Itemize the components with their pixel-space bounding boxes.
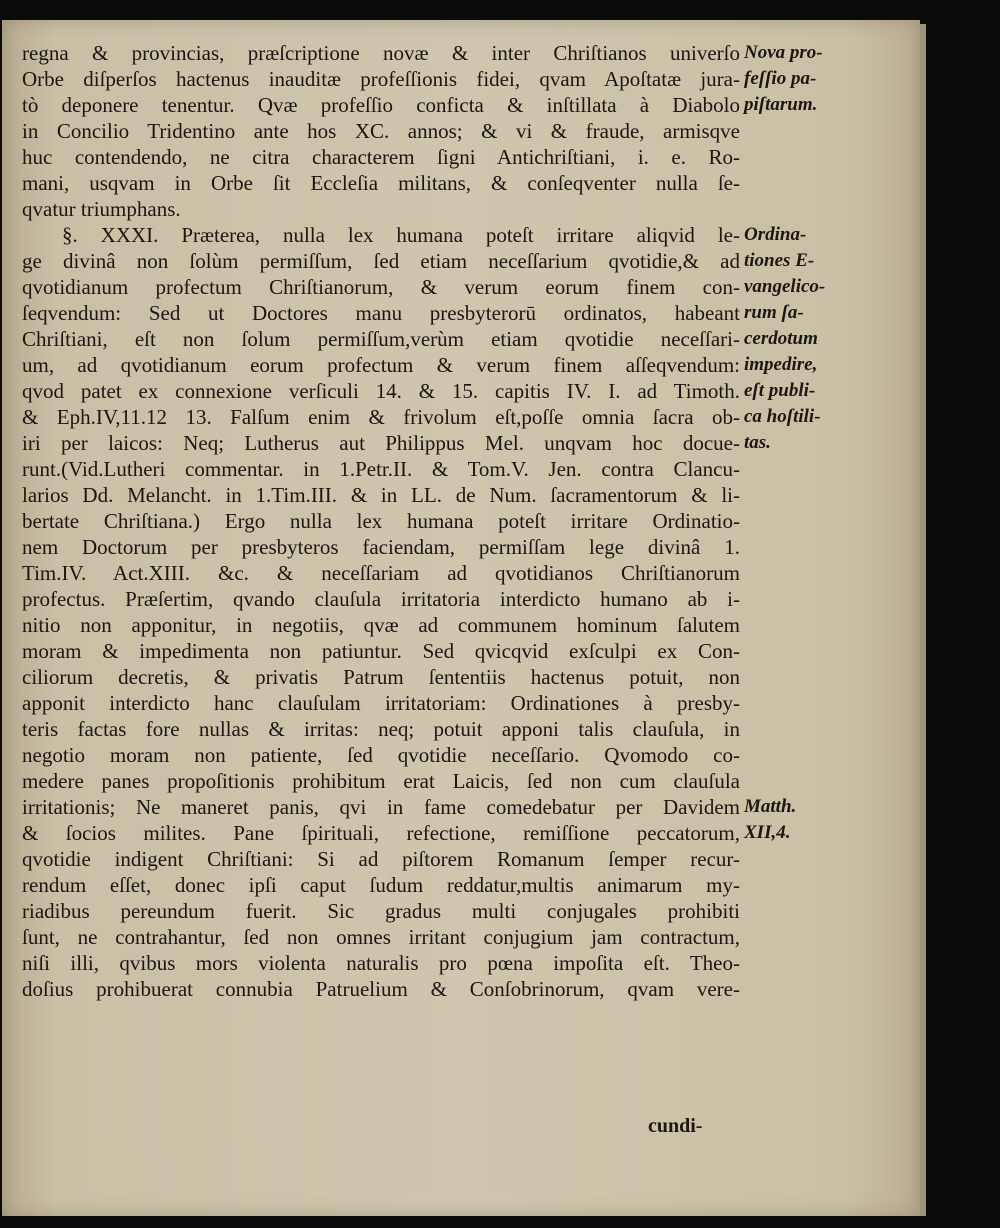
text-line: medere panes propoſitionis prohibitum erat Laicis, ſed non cum clauſula [22,769,740,793]
marginal-notes [744,40,864,846]
margin-note-line [744,508,864,534]
text-line: qvotidianum profectum Chriſtianorum, & verum eorum finem con- [22,275,740,299]
margin-note-line [744,456,864,482]
text-line: qvatur triumphans. [22,197,181,221]
margin-note-line: rum ſa- [744,302,804,323]
text-line: & Eph.IV,11.12 13. Falſum enim & frivolum eſt,poſſe omnia ſacra ob- [22,405,740,429]
text-line: negotio moram non patiente, ſed qvotidie neceſſario. Qvomodo co- [22,743,740,767]
text-line: irritationis; Ne maneret panis, qvi in fame comedebatur per Davidem [22,795,740,819]
text-line: qvod patet ex connexione verſiculi 14. & 15. capitis IV. I. ad Timoth. [22,379,740,403]
margin-note-line [744,638,864,664]
margin-note-line: tiones E- [744,250,815,271]
margin-note-line [744,144,864,170]
text-line: ſeqvendum: Sed ut Doctores manu presbyterorū ordinatos, habeant [22,301,740,325]
text-line: moram & impedimenta non patiuntur. Sed qvicqvid exſculpi ex Con- [22,639,740,663]
margin-note-line: cerdotum [744,328,818,349]
text-line: regna & provincias, præſcriptione novæ & inter Chriſtianos univerſo [22,41,740,65]
margin-note-line: impedire, [744,354,818,375]
margin-note-line: piſtarum. [744,94,818,115]
text-line: huc contendendo, ne citra characterem ſigni Antichriſtiani, i. e. Ro- [22,145,740,169]
margin-note-line [744,690,864,716]
margin-note-line [744,742,864,768]
text-line: Orbe diſperſos hactenus inauditæ profeſſionis fidei, qvam Apoſtatæ jura- [22,67,740,91]
margin-note-line [744,768,864,794]
main-text-block [22,40,740,1002]
text-line: qvotidie indigent Chriſtiani: Si ad piſtorem Romanum ſemper recur- [22,847,740,871]
margin-note-line: feſſio pa- [744,68,817,89]
margin-note-line [744,716,864,742]
text-line: teris factas fore nullas & irritas: neq; potuit apponi talis clauſula, in [22,717,740,741]
text-line: niſi illi, qvibus mors violenta naturalis pro pœna impoſita eſt. Theo- [22,951,740,975]
margin-note-line: eſt publi- [744,380,816,401]
margin-note-line [744,560,864,586]
text-line: nem Doctorum per presbyteros faciendam, permiſſam lege divinâ 1. [22,535,740,559]
margin-note-line: vangelico- [744,276,826,297]
text-line: um, ad qvotidianum eorum profectum & verum finem aſſeqvendum: [22,353,740,377]
text-line: doſius prohibuerat connubia Patruelium & Conſobrinorum, qvam vere- [22,977,740,1001]
text-line: iri per laicos: Neq; Lutherus aut Philippus Mel. unqvam hoc docue- [22,431,740,455]
margin-note-line: XII,4. [744,822,791,843]
text-line: nitio non apponitur, in negotiis, qvæ ad communem hominum ſalutem [22,613,740,637]
margin-note-line: Nova pro- [744,42,823,63]
margin-note-line [744,118,864,144]
margin-note-line: Matth. [744,796,797,817]
text-line: bertate Chriſtiana.) Ergo nulla lex humana poteſt irritare Ordinatio- [22,509,740,533]
text-line: ſunt, ne contrahantur, ſed non omnes irritant conjugium jam contractum, [22,925,740,949]
text-line: mani, usqvam in Orbe ſit Eccleſia militans, & conſeqventer nulla ſe- [22,171,740,195]
margin-note-line [744,612,864,638]
margin-note-line [744,170,864,196]
margin-note-line [744,482,864,508]
margin-note-line: ca hoſtili- [744,406,821,427]
margin-note-line [744,586,864,612]
text-line: §. XXXI. Præterea, nulla lex humana poteſt irritare aliqvid le- [62,223,740,247]
text-line: runt.(Vid.Lutheri commentar. in 1.Petr.II. & Tom.V. Jen. contra Clancu- [22,457,740,481]
text-line: & ſocios milites. Pane ſpirituali, refectione, remiſſione peccatorum, [22,821,740,845]
text-line: riadibus pereundum fuerit. Sic gradus multi conjugales prohibiti [22,899,740,923]
text-line: tò deponere tenentur. Qvæ profeſſio conficta & inſtillata à Diabolo [22,93,740,117]
text-line: larios Dd. Melancht. in 1.Tim.III. & in LL. de Num. ſacramentorum & li- [22,483,740,507]
text-line: apponit interdicto hanc clauſulam irritatoriam: Ordinationes à presby- [22,691,740,715]
page-edge [920,24,926,1216]
text-line: ciliorum decretis, & privatis Patrum ſententiis hactenus potuit, non [22,665,740,689]
text-line: ge divinâ non ſolùm permiſſum, ſed etiam neceſſarium qvotidie,& ad [22,249,740,273]
text-line: rendum eſſet, donec ipſi caput ſudum reddatur,multis animarum my- [22,873,740,897]
text-line: in Concilio Tridentino ante hos XC. annos; & vi & fraude, armisqve [22,119,740,143]
catchword: cundi- [648,1115,703,1137]
text-line: Chriſtiani, eſt non ſolum permiſſum,verùm etiam qvotidie neceſſari- [22,327,740,351]
margin-note-line [744,664,864,690]
text-line: profectus. Præſertim, qvando clauſula irritatoria interdicto humano ab i- [22,587,740,611]
text-line: Tim.IV. Act.XIII. &c. & neceſſariam ad qvotidianos Chriſtianorum [22,561,740,585]
margin-note-line [744,534,864,560]
margin-note-line [744,196,864,222]
margin-note-line: tas. [744,432,771,453]
margin-note-line: Ordina- [744,224,807,245]
